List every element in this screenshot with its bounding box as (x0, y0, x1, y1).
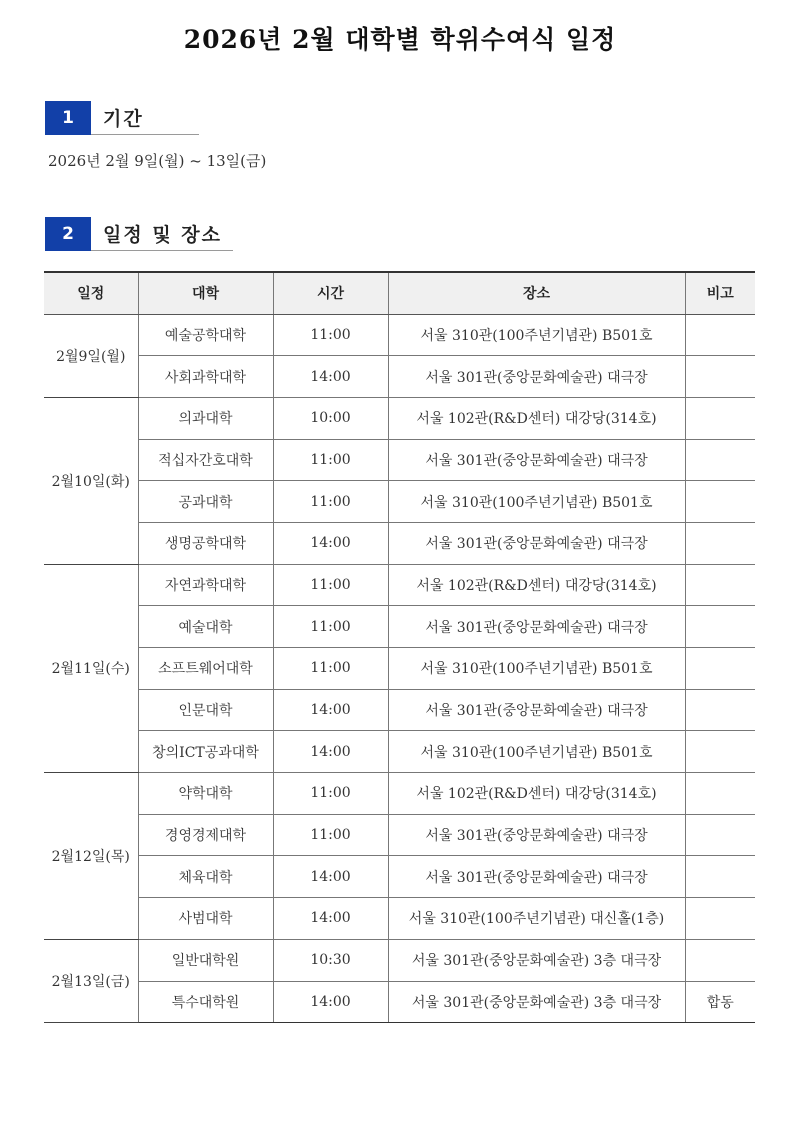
table-row (44, 773, 755, 815)
table-row (44, 898, 755, 940)
place-cell: 서울 102관(R&D센터) 대강당(314호) (388, 397, 685, 439)
header-place: 장소 (388, 272, 685, 314)
note-cell (685, 356, 755, 398)
college-cell: 인문대학 (138, 689, 273, 731)
time-cell: 11:00 (273, 564, 388, 606)
note-cell (685, 397, 755, 439)
date-cell: 2월13일(금) (44, 939, 138, 1022)
note-cell (685, 606, 755, 648)
header-college: 대학 (138, 272, 273, 314)
time-cell: 14:00 (273, 689, 388, 731)
table-row (44, 314, 755, 356)
place-cell: 서울 310관(100주년기념관) B501호 (388, 481, 685, 523)
note-cell (685, 856, 755, 898)
table-row (44, 648, 755, 690)
table-row (44, 564, 755, 606)
table-row (44, 939, 755, 981)
time-cell: 14:00 (273, 898, 388, 940)
time-cell: 11:00 (273, 606, 388, 648)
place-cell: 서울 301관(중앙문화예술관) 대극장 (388, 439, 685, 481)
time-cell: 14:00 (273, 856, 388, 898)
note-cell: 합동 (685, 981, 755, 1023)
note-cell (685, 773, 755, 815)
time-cell: 11:00 (273, 314, 388, 356)
note-cell (685, 481, 755, 523)
college-cell: 특수대학원 (138, 981, 273, 1023)
section-number-badge: 2 (45, 217, 91, 251)
time-cell: 10:00 (273, 397, 388, 439)
table-row (44, 689, 755, 731)
place-cell: 서울 301관(중앙문화예술관) 대극장 (388, 606, 685, 648)
section-heading-schedule (45, 217, 233, 251)
note-cell (685, 814, 755, 856)
section-label: 기간 (91, 101, 199, 135)
college-cell: 의과대학 (138, 397, 273, 439)
place-cell: 서울 301관(중앙문화예술관) 3층 대극장 (388, 981, 685, 1023)
place-cell: 서울 301관(중앙문화예술관) 대극장 (388, 356, 685, 398)
table-row (44, 356, 755, 398)
time-cell: 14:00 (273, 522, 388, 564)
time-cell: 11:00 (273, 648, 388, 690)
document-title: 2026년 2월 대학별 학위수여식 일정 (183, 25, 617, 54)
college-cell: 자연과학대학 (138, 564, 273, 606)
table-row (44, 481, 755, 523)
place-cell: 서울 301관(중앙문화예술관) 대극장 (388, 856, 685, 898)
time-cell: 11:00 (273, 481, 388, 523)
table-row (44, 397, 755, 439)
college-cell: 적십자간호대학 (138, 439, 273, 481)
college-cell: 예술공학대학 (138, 314, 273, 356)
section-label: 일정 및 장소 (91, 217, 233, 251)
college-cell: 소프트웨어대학 (138, 648, 273, 690)
place-cell: 서울 301관(중앙문화예술관) 대극장 (388, 522, 685, 564)
college-cell: 사회과학대학 (138, 356, 273, 398)
place-cell: 서울 301관(중앙문화예술관) 대극장 (388, 689, 685, 731)
college-cell: 경영경제대학 (138, 814, 273, 856)
date-cell: 2월11일(수) (44, 564, 138, 772)
header-note: 비고 (685, 272, 755, 314)
time-cell: 14:00 (273, 981, 388, 1023)
section-heading-period (45, 101, 199, 135)
section-number-badge: 1 (45, 101, 91, 135)
college-cell: 사범대학 (138, 898, 273, 940)
table-row (44, 731, 755, 773)
place-cell: 서울 310관(100주년기념관) 대신홀(1층) (388, 898, 685, 940)
place-cell: 서울 102관(R&D센터) 대강당(314호) (388, 773, 685, 815)
table-row (44, 439, 755, 481)
note-cell (685, 564, 755, 606)
note-cell (685, 731, 755, 773)
college-cell: 예술대학 (138, 606, 273, 648)
time-cell: 11:00 (273, 439, 388, 481)
place-cell: 서울 301관(중앙문화예술관) 대극장 (388, 814, 685, 856)
place-cell: 서울 102관(R&D센터) 대강당(314호) (388, 564, 685, 606)
college-cell: 일반대학원 (138, 939, 273, 981)
header-time: 시간 (273, 272, 388, 314)
time-cell: 11:00 (273, 814, 388, 856)
table-row (44, 814, 755, 856)
college-cell: 생명공학대학 (138, 522, 273, 564)
table-header-row (44, 272, 755, 314)
college-cell: 창의ICT공과대학 (138, 731, 273, 773)
header-date: 일정 (44, 272, 138, 314)
table-row (44, 606, 755, 648)
time-cell: 14:00 (273, 356, 388, 398)
place-cell: 서울 310관(100주년기념관) B501호 (388, 731, 685, 773)
college-cell: 체육대학 (138, 856, 273, 898)
note-cell (685, 314, 755, 356)
date-cell: 2월12일(목) (44, 773, 138, 940)
table-row (44, 856, 755, 898)
note-cell (685, 522, 755, 564)
note-cell (685, 898, 755, 940)
time-cell: 11:00 (273, 773, 388, 815)
table-row (44, 981, 755, 1023)
place-cell: 서울 301관(중앙문화예술관) 3층 대극장 (388, 939, 685, 981)
schedule-table (44, 271, 755, 1023)
table-row (44, 522, 755, 564)
date-cell: 2월9일(월) (44, 314, 138, 397)
note-cell (685, 689, 755, 731)
college-cell: 공과대학 (138, 481, 273, 523)
time-cell: 10:30 (273, 939, 388, 981)
note-cell (685, 648, 755, 690)
time-cell: 14:00 (273, 731, 388, 773)
period-text: 2026년 2월 9일(월) ~ 13일(금) (48, 152, 267, 170)
place-cell: 서울 310관(100주년기념관) B501호 (388, 314, 685, 356)
note-cell (685, 439, 755, 481)
college-cell: 약학대학 (138, 773, 273, 815)
place-cell: 서울 310관(100주년기념관) B501호 (388, 648, 685, 690)
note-cell (685, 939, 755, 981)
date-cell: 2월10일(화) (44, 397, 138, 564)
